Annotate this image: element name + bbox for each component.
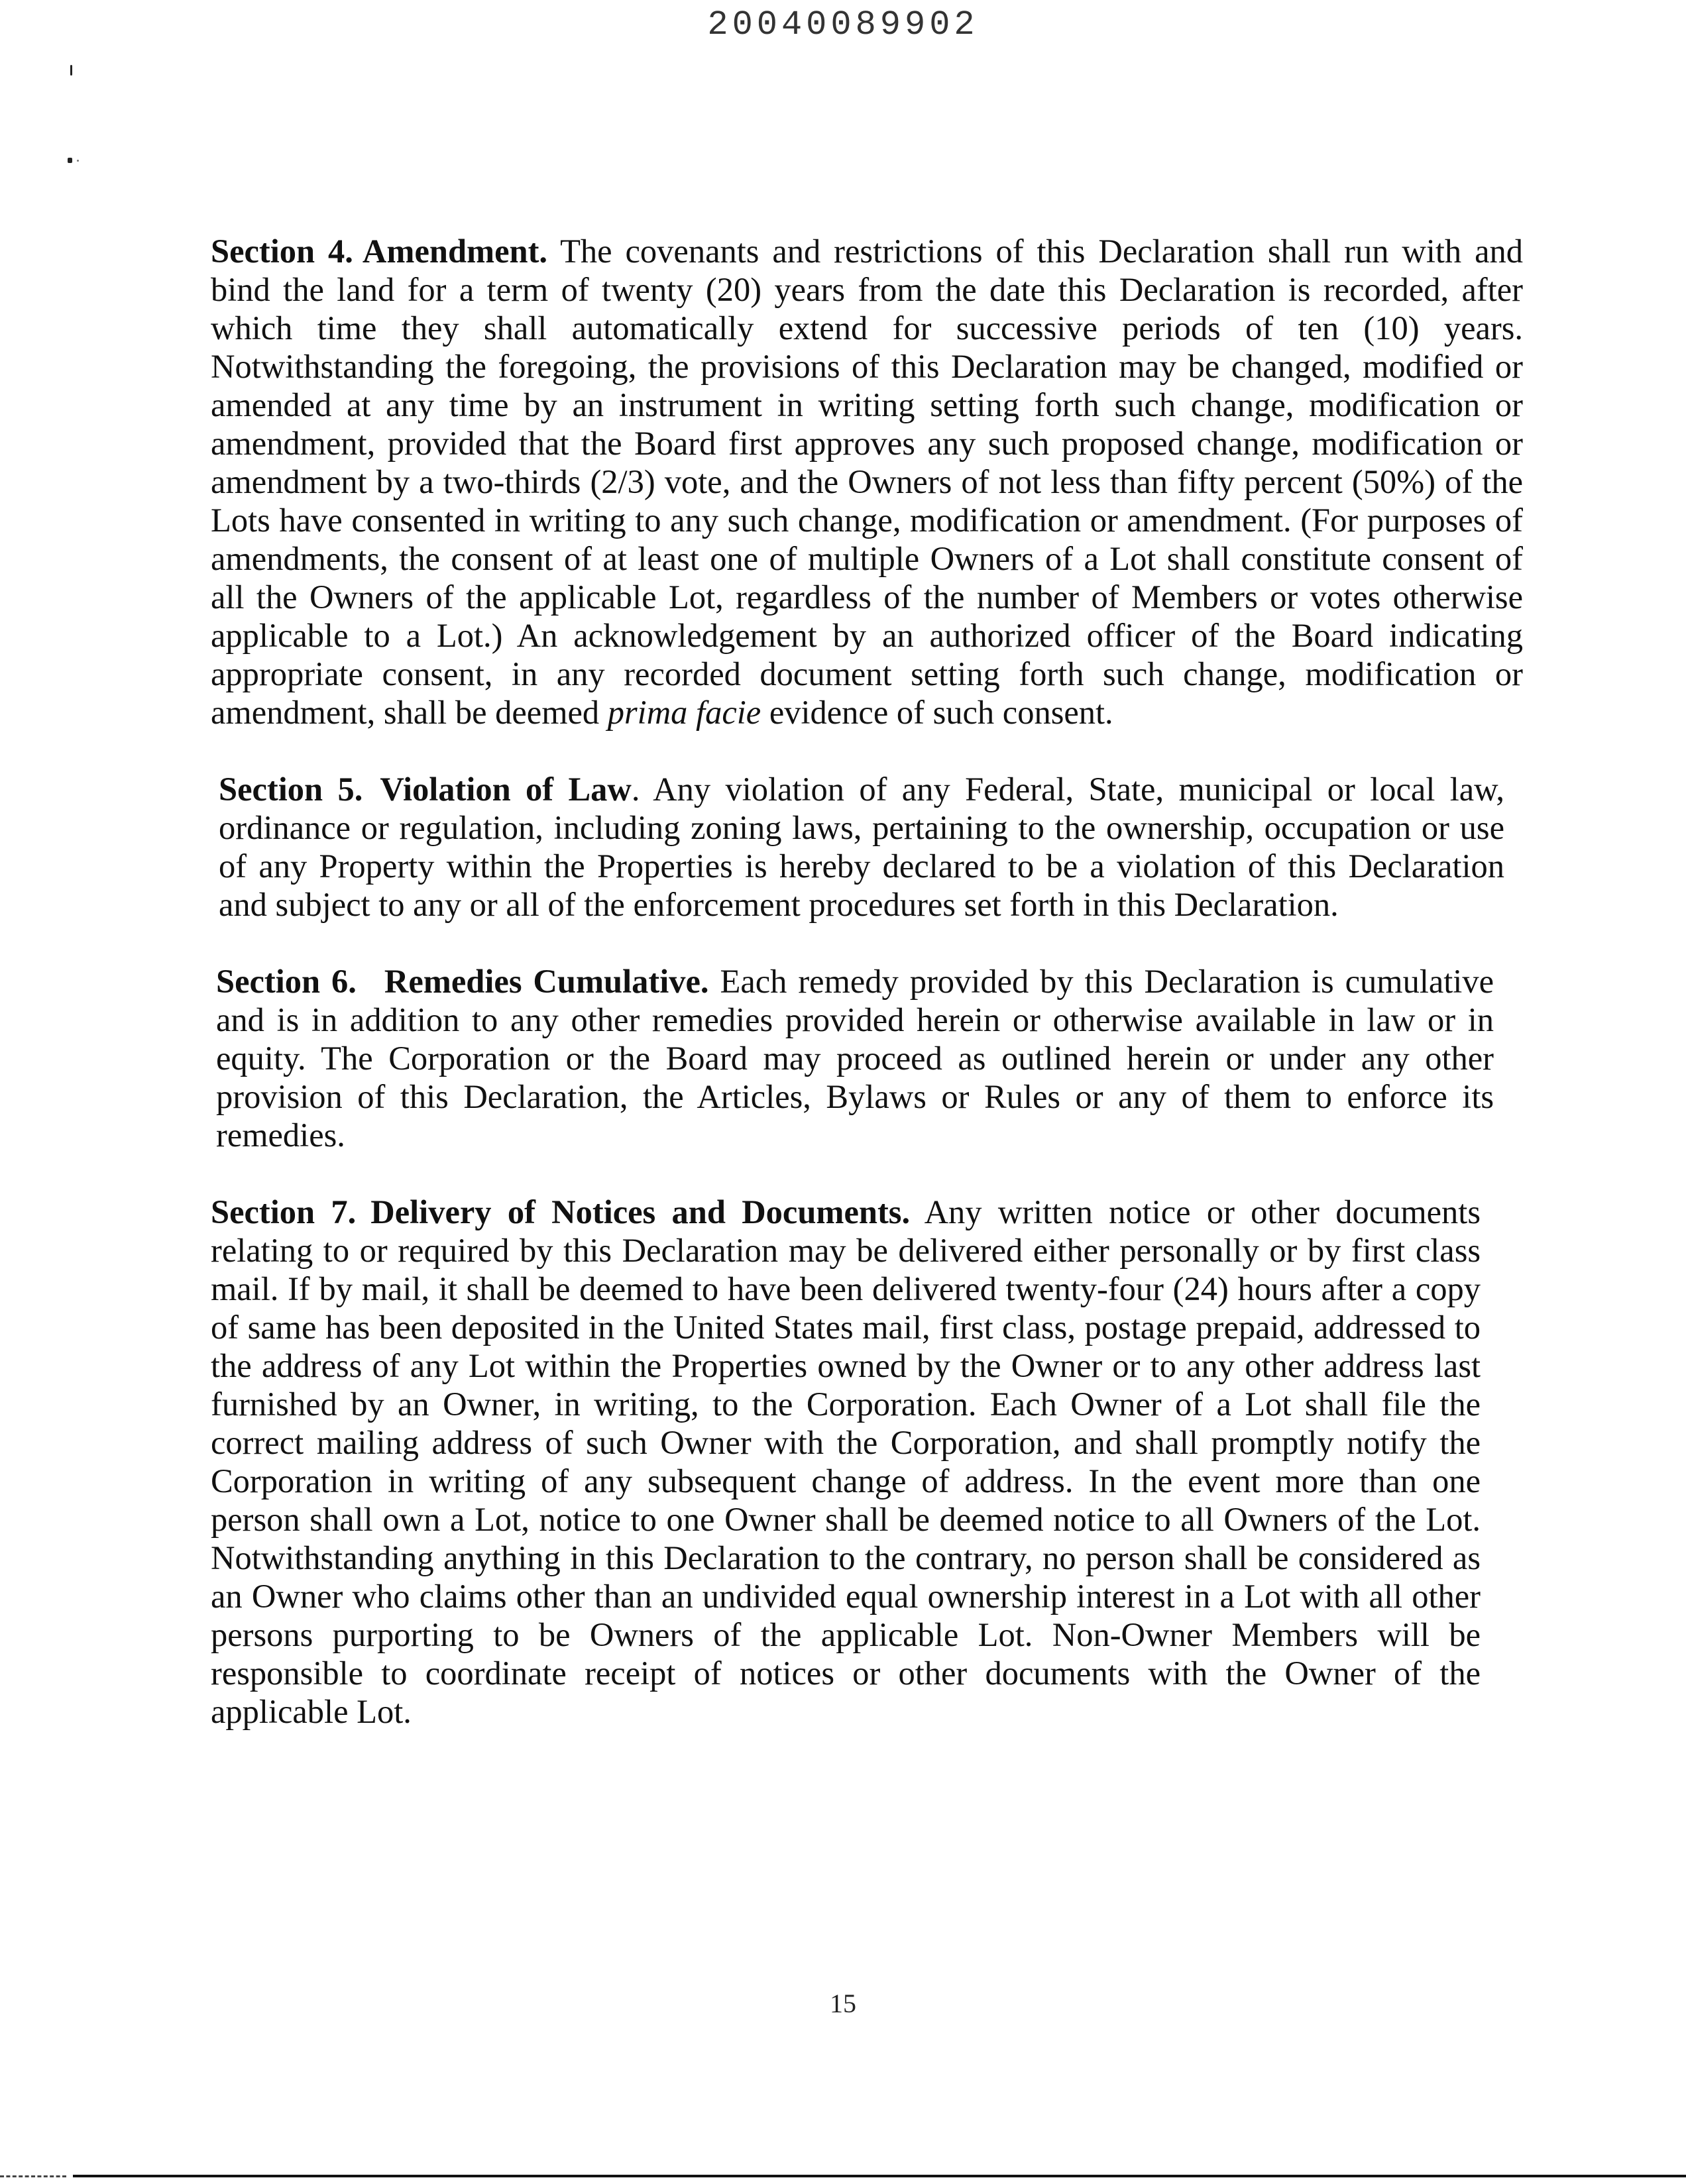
section-7-paragraph bbox=[211, 1193, 1481, 1731]
scan-speck bbox=[70, 65, 72, 76]
document-number: 20040089902 bbox=[707, 5, 979, 44]
section-5-paragraph bbox=[219, 770, 1504, 924]
section-text: . Any violation of any Federal, State, municipal or local law, ordinance or regulation, including zoning laws, pertaining to the ownership, occupation or use of any Property within the Properties is hereby declared to be a violation of this Declaration and subject to any or all of the enforcement procedures set forth in this Declaration. bbox=[219, 771, 1504, 923]
section-text-continued: evidence of such consent. bbox=[769, 694, 1113, 731]
page-number: 15 bbox=[830, 1989, 856, 2018]
section-label: Section 6. bbox=[216, 963, 357, 1000]
section-text: Each remedy provided by this Declaration is cumulative and is in addition to any other remedies provided herein or otherwise available in law or in equity. The Corporation or the Board may proceed as outlined herein or under any other provision of this Declaration, the Articles, Bylaws or Rules or any of them to enforce its remedies. bbox=[216, 963, 1494, 1154]
section-text: The covenants and restrictions of this Declaration shall run with and bind the land for a term of twenty (20) years from the date this Declaration is recorded, after which time they shall automatically extend for successive periods of ten (10) years. Notwithstanding the foregoing, the provisions of this Declaration may be changed, modified or amended at any time by an instrument in writing setting forth such change, modification or amendment, provided that the Board first approves any such proposed change, modification or amendment by a two-thirds (2/3) vote, and the Owners of not less than fifty percent (50%) of the Lots have consented in writing to any such change, modification or amendment. (For purposes of amendments, the consent of at least one of multiple Owners of a Lot shall constitute consent of all the Owners of the applicable Lot, regardless of the number of Members or votes otherwise applicable to a Lot.) An acknowledgement by an authorized officer of the Board indicating appropriate consent, in any recorded document setting forth such change, modification or amendment, shall be deemed bbox=[211, 233, 1523, 731]
section-title: Remedies Cumulative. bbox=[384, 963, 709, 1000]
bottom-edge-rule bbox=[73, 2175, 1686, 2177]
section-4-paragraph bbox=[211, 232, 1523, 732]
section-title: Violation of Law bbox=[380, 771, 632, 808]
section-emphasis: prima facie bbox=[607, 694, 761, 731]
section-6-paragraph bbox=[216, 962, 1494, 1154]
section-label: Section 7. bbox=[211, 1193, 357, 1230]
scan-speck bbox=[68, 158, 72, 163]
section-label: Section 5. bbox=[219, 771, 363, 808]
section-label: Section 4. bbox=[211, 233, 353, 270]
scan-speck bbox=[77, 160, 79, 162]
section-text: Any written notice or other documents relating to or required by this Declaration may be delivered either personally or by first class mail. If by mail, it shall be deemed to have been delivered twenty-four (24) hours after a copy of same has been deposited in the United States mail, first class, postage prepaid, addressed to the address of any Lot within the Properties owned by the Owner or to any other address last furnished by an Owner, in writing, to the Corporation. Each Owner of a Lot shall file the correct mailing address of such Owner with the Corporation, and shall promptly notify the Corporation in writing of any subsequent change of address. In the event more than one person shall own a Lot, notice to one Owner shall be deemed notice to all Owners of the Lot. Notwithstanding anything in this Declaration to the contrary, no person shall be considered as an Owner who claims other than an undivided equal ownership interest in a Lot with all other persons purporting to be Owners of the applicable Lot. Non-Owner Members will be responsible to coordinate receipt of notices or other documents with the Owner of the applicable Lot. bbox=[211, 1193, 1481, 1730]
document-body bbox=[211, 232, 1523, 1769]
section-title: Delivery of Notices and Documents. bbox=[370, 1193, 911, 1230]
section-title: Amendment. bbox=[362, 233, 548, 270]
bottom-dashed-edge bbox=[0, 2175, 66, 2177]
